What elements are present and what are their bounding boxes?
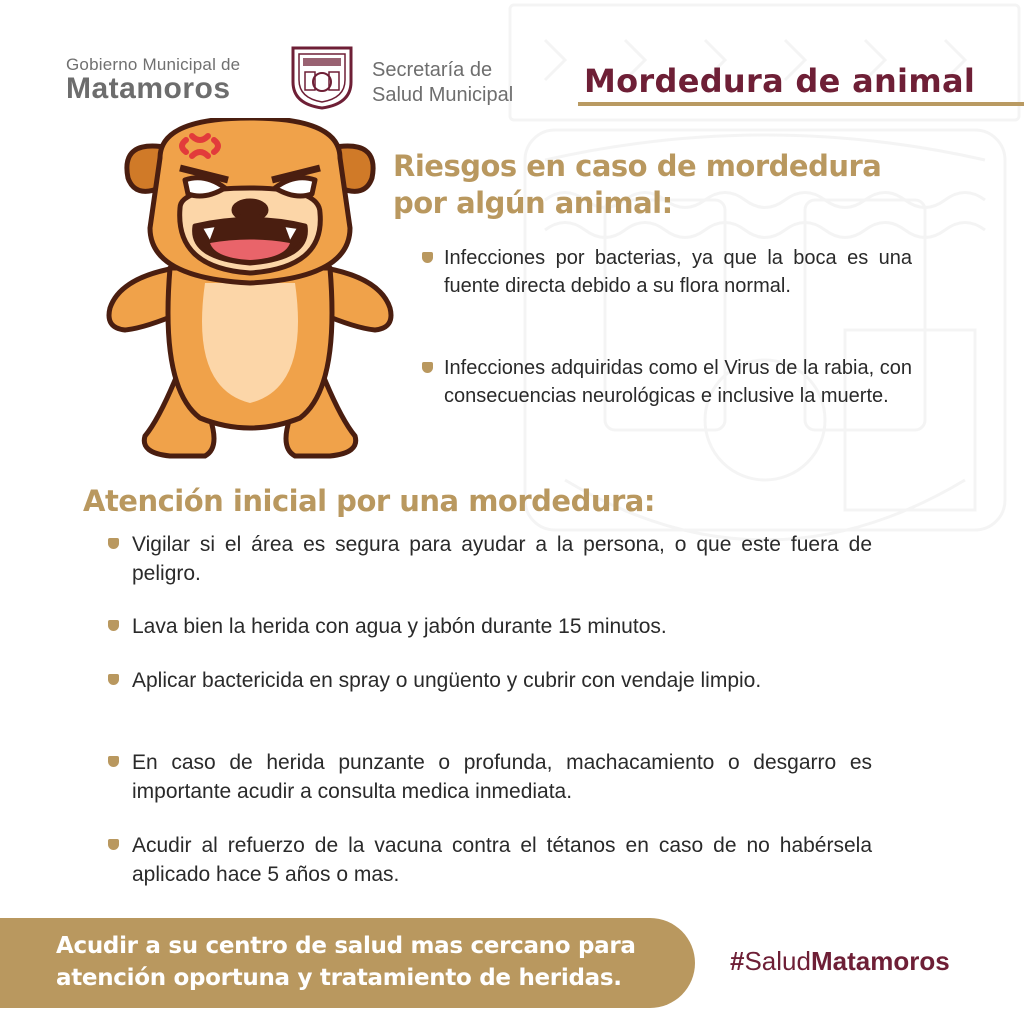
attention-text: Vigilar si el área es segura para ayudar a la persona, o que este fuera de peligro. — [132, 533, 872, 585]
secretaria-line1: Secretaría de — [372, 59, 493, 81]
bullet-icon — [422, 252, 433, 263]
bullet-icon — [108, 538, 119, 549]
attention-item — [108, 831, 872, 889]
attention-item — [108, 666, 872, 695]
risk-item — [422, 244, 912, 300]
logo-small-text: Gobierno Municipal de — [66, 55, 241, 74]
risks-heading: Riesgos en caso de mordedura por algún animal: — [393, 149, 882, 220]
hashtag — [730, 946, 950, 977]
bullet-icon — [108, 620, 119, 631]
municipal-shield-icon — [289, 44, 355, 110]
page-title: Mordedura de animal — [584, 62, 976, 100]
footer-message: Acudir a su centro de salud mas cercano para atención oportuna y tratamiento de heridas. — [56, 933, 636, 991]
attention-text: En caso de herida punzante o profunda, machacamiento o desgarro es importante acudir a consulta medica inmediata. — [132, 751, 872, 803]
municipal-logo-text — [66, 56, 240, 104]
title-underline — [578, 102, 1024, 106]
page-title-badge — [578, 58, 1024, 108]
attention-item — [108, 612, 872, 641]
risk-text: Infecciones por bacterias, ya que la boca es una fuente directa debido a su flora normal. — [444, 247, 912, 297]
attention-item — [108, 748, 872, 806]
attention-item — [108, 530, 872, 588]
angry-dog-icon — [100, 118, 400, 468]
bullet-icon — [108, 674, 119, 685]
attention-text: Acudir al refuerzo de la vacuna contra el tétanos en caso de no habérsela aplicado hace 5 años o mas. — [132, 834, 872, 886]
risk-item — [422, 354, 912, 410]
attention-heading: Atención inicial por una mordedura: — [83, 484, 655, 518]
bullet-icon — [108, 839, 119, 850]
risk-text: Infecciones adquiridas como el Virus de la rabia, con consecuencias neurológicas e inclusive la muerte. — [444, 357, 912, 407]
hashtag-part1: Salud — [744, 946, 811, 976]
hashtag-symbol: # — [730, 946, 745, 976]
attention-text: Aplicar bactericida en spray o ungüento y cubrir con vendaje limpio. — [132, 669, 762, 692]
secretaria-label — [372, 58, 513, 108]
attention-text: Lava bien la herida con agua y jabón durante 15 minutos. — [132, 615, 667, 638]
bullet-icon — [108, 756, 119, 767]
bullet-icon — [422, 362, 433, 373]
logo-big-text: Matamoros — [66, 72, 231, 105]
secretaria-line2: Salud Municipal — [372, 84, 514, 106]
hashtag-part2: Matamoros — [810, 946, 950, 976]
